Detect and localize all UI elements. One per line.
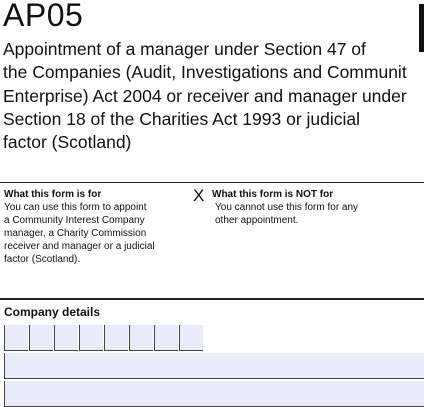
company-number-box[interactable] [4, 325, 28, 351]
what-for-line: manager, a Charity Commission [4, 228, 147, 239]
what-for-line: factor (Scotland). [4, 254, 81, 265]
company-number-box[interactable] [29, 325, 53, 351]
company-number-box[interactable] [129, 325, 153, 351]
section-divider [0, 298, 424, 300]
company-name-field-line-2[interactable] [4, 381, 424, 407]
form-title-line: Section 18 of the Charities Act 1993 or judicial [3, 108, 361, 129]
form-title-line: Appointment of a manager under Section 47 of [3, 39, 366, 59]
company-number-box[interactable] [54, 325, 78, 351]
what-for-line: You can use this form to appoint [4, 202, 147, 213]
form-code: AP05 [3, 0, 84, 33]
form-title-line: factor (Scotland) [3, 132, 132, 153]
form-title-line: the Companies (Audit, Investigations and Communit [3, 62, 407, 83]
company-details-heading: Company details [4, 305, 101, 319]
not-for-section [193, 188, 393, 227]
company-number-box[interactable] [79, 325, 103, 351]
form-title [3, 38, 424, 154]
what-for-line: receiver and manager or a judicial [4, 241, 155, 252]
not-for-text [215, 201, 393, 227]
what-for-line: a Community Interest Company [4, 215, 145, 226]
company-number-field[interactable] [4, 325, 204, 351]
company-number-box[interactable] [154, 325, 178, 351]
form-title-line: Enterprise) Act 2004 or receiver and manager under [3, 85, 407, 106]
what-for-heading: What this form is for [4, 189, 102, 200]
cross-icon: X [193, 186, 205, 205]
divider [0, 182, 424, 183]
not-for-heading: What this form is NOT for [212, 189, 334, 200]
what-for-section [4, 188, 182, 266]
not-for-line: other appointment. [215, 215, 299, 226]
company-name-field-line-1[interactable] [4, 353, 424, 379]
not-for-line: You cannot use this form for any [215, 202, 359, 213]
what-for-text [4, 201, 182, 266]
company-number-box[interactable] [104, 325, 128, 351]
company-number-box[interactable] [179, 325, 203, 351]
